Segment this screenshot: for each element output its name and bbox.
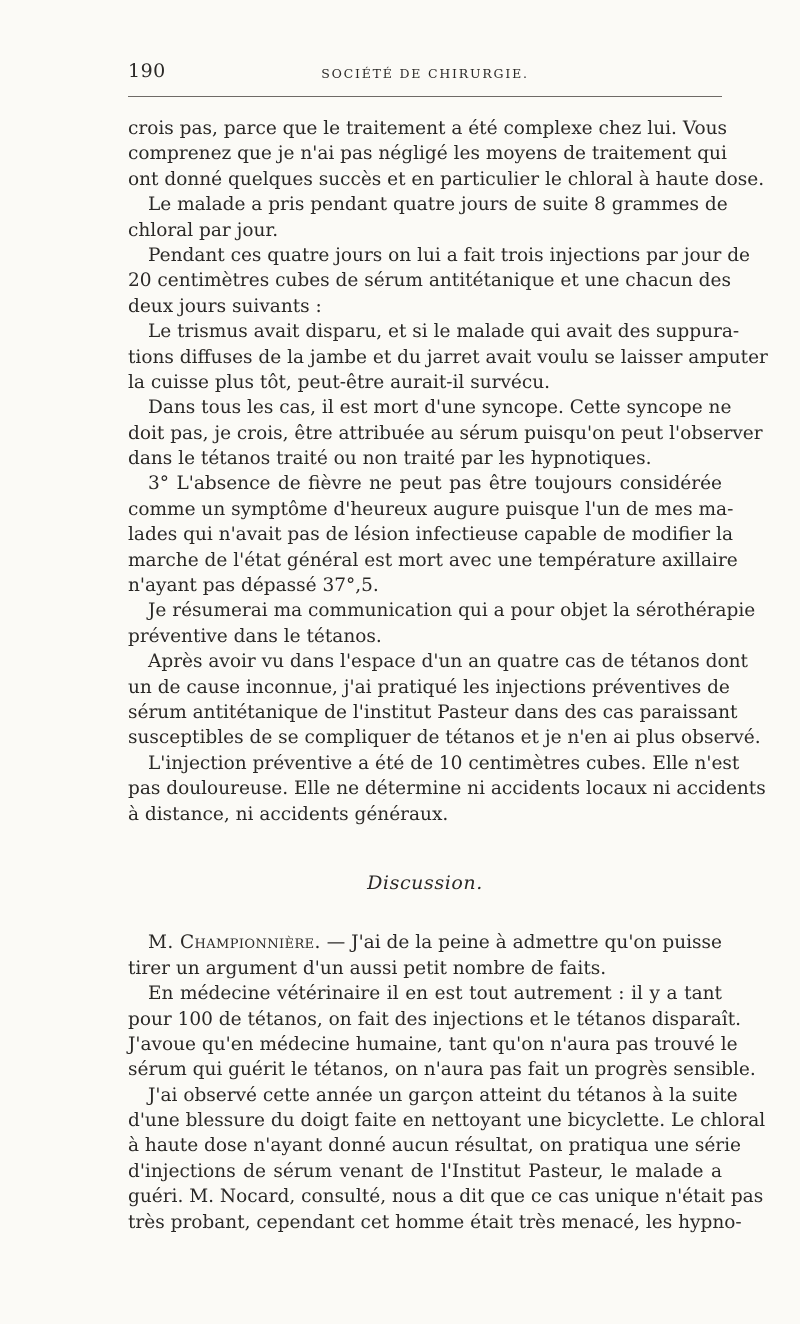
- text-line: pour 100 de tétanos, on fait des injections et le tétanos disparaît.: [128, 1008, 742, 1030]
- text-line: d'injections de sérum venant de l'Institut Pasteur, le malade a: [128, 1160, 722, 1182]
- text-line: J'ai observé cette année un garçon atteint du tétanos à la suite: [148, 1084, 738, 1106]
- text-line: Je résumerai ma communication qui a pour objet la sérothérapie: [148, 600, 756, 622]
- speaker-line-text: — J'ai de la peine à admettre qu'on puisse: [320, 932, 722, 954]
- running-title: SOCIÉTÉ DE CHIRURGIE.: [321, 66, 529, 81]
- text-line: sérum antitétanique de l'institut Pasteur dans des cas paraissant: [128, 701, 738, 723]
- text-line: lades qui n'avait pas de lésion infectieuse capable de modifier la: [128, 524, 733, 546]
- text-line: tirer un argument d'un aussi petit nombre de faits.: [128, 957, 607, 979]
- text-line: comprenez que je n'ai pas négligé les moyens de traitement qui: [128, 143, 727, 165]
- text-line: L'injection préventive a été de 10 centimètres cubes. Elle n'est: [148, 752, 740, 774]
- page-body: [128, 116, 768, 1235]
- speaker-line: [128, 930, 722, 955]
- text-line: J'avoue qu'en médecine humaine, tant qu'on n'aura pas trouvé le: [128, 1033, 738, 1055]
- text-line: dans le tétanos traité ou non traité par les hypnotiques.: [128, 448, 652, 470]
- text-line: comme un symptôme d'heureux augure puisque l'un de mes ma-: [128, 498, 734, 520]
- text-line: la cuisse plus tôt, peut-être aurait-il survécu.: [128, 371, 551, 393]
- section-heading: Discussion.: [367, 871, 483, 894]
- header-rule: [128, 96, 722, 97]
- speaker-name: M. Championnière.: [148, 932, 321, 954]
- text-line: Le trismus avait disparu, et si le malade qui avait des suppura-: [148, 321, 740, 343]
- text-line: Dans tous les cas, il est mort d'une syncope. Cette syncope ne: [148, 397, 732, 419]
- text-line: En médecine vétérinaire il en est tout autrement : il y a tant: [148, 983, 722, 1005]
- book-page: [128, 58, 768, 1233]
- text-line: Après avoir vu dans l'espace d'un an quatre cas de tétanos dont: [148, 651, 748, 673]
- page-number: 190: [128, 60, 166, 82]
- text-line: susceptibles de se compliquer de tétanos et je n'en ai plus observé.: [128, 727, 761, 749]
- text-line: très probant, cependant cet homme était très menacé, les hypno-: [128, 1211, 742, 1233]
- text-line: guéri. M. Nocard, consulté, nous a dit que ce cas unique n'était pas: [128, 1186, 764, 1208]
- text-line: Le malade a pris pendant quatre jours de suite 8 grammes de: [148, 194, 728, 216]
- text-line: crois pas, parce que le traitement a été complexe chez lui. Vous: [128, 118, 728, 139]
- text-line: préventive dans le tétanos.: [128, 625, 382, 647]
- text-line: 3° L'absence de fièvre ne peut pas être toujours considérée: [148, 473, 722, 495]
- text-line: pas douloureuse. Elle ne détermine ni accidents locaux ni accidents: [128, 778, 766, 800]
- text-line: à haute dose n'ayant donné aucun résultat, on pratiqua une série: [128, 1135, 741, 1157]
- text-line: à distance, ni accidents généraux.: [128, 803, 449, 825]
- text-line: ont donné quelques succès et en particulier le chloral à haute dose.: [128, 168, 765, 190]
- page-header: [128, 58, 722, 92]
- text-line: 20 centimètres cubes de sérum antitétanique et une chacun des: [128, 270, 731, 292]
- text-line: sérum qui guérit le tétanos, on n'aura pas fait un progrès sensible.: [128, 1059, 756, 1081]
- text-line: un de cause inconnue, j'ai pratiqué les injections préventives de: [128, 676, 730, 698]
- text-line: n'ayant pas dépassé 37°,5.: [128, 575, 379, 597]
- text-line: tions diffuses de la jambe et du jarret avait voulu se laisser amputer: [128, 346, 768, 368]
- text-line: deux jours suivants :: [128, 295, 322, 317]
- text-line: doit pas, je crois, être attribuée au sérum puisqu'on peut l'observer: [128, 422, 763, 444]
- text-line: Pendant ces quatre jours on lui a fait trois injections par jour de: [148, 244, 751, 266]
- text-line: marche de l'état général est mort avec une température axillaire: [128, 549, 738, 571]
- text-line: chloral par jour.: [128, 219, 279, 241]
- text-line: d'une blessure du doigt faite en nettoyant une bicyclette. Le chloral: [128, 1110, 766, 1132]
